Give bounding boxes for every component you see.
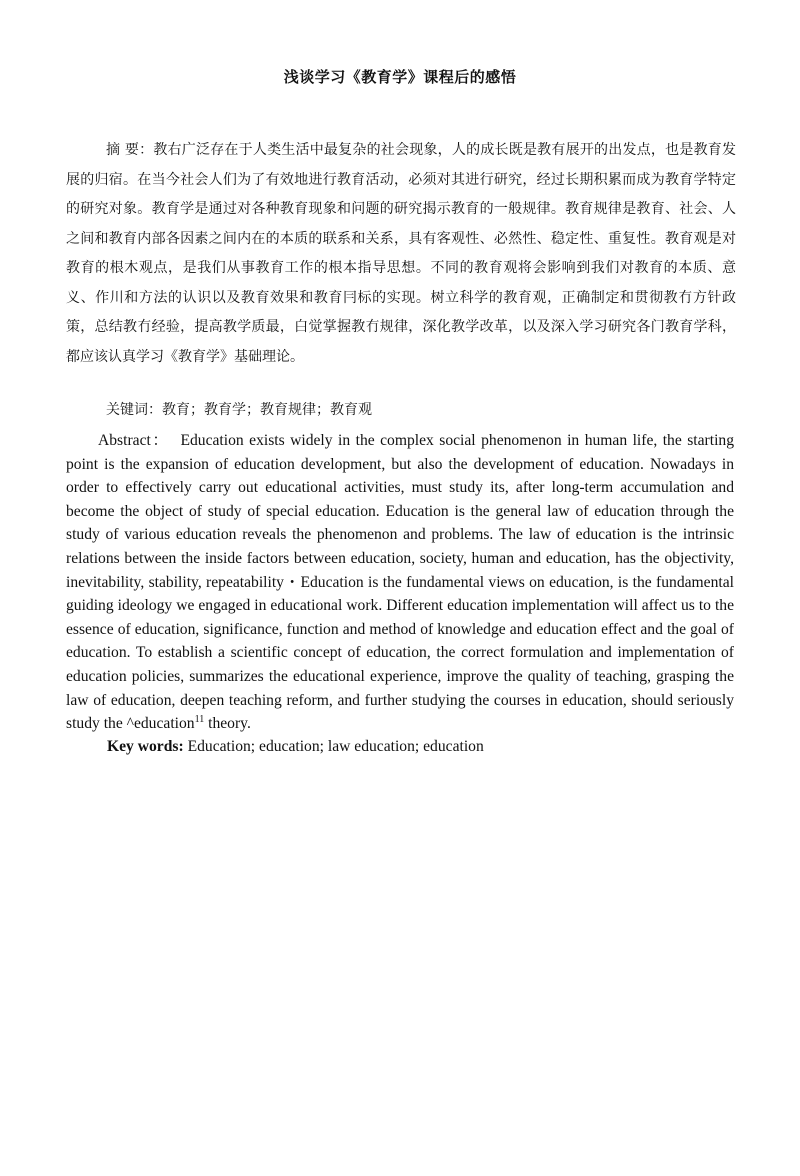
english-keywords bbox=[107, 736, 484, 758]
chinese-abstract-label: 摘 要： bbox=[106, 142, 154, 158]
english-abstract-tail: theory. bbox=[204, 715, 251, 733]
chinese-keywords bbox=[106, 399, 372, 421]
chinese-keywords-label: 关键词： bbox=[106, 402, 162, 418]
chinese-keywords-text: 教育；教育学；教育规律；教育观 bbox=[162, 402, 372, 418]
english-keywords-label: Key words: bbox=[107, 738, 184, 755]
page-title: 浅谈学习《教育学》课程后的感悟 bbox=[283, 68, 517, 86]
english-abstract bbox=[66, 429, 734, 736]
english-abstract-superscript: 11 bbox=[194, 713, 205, 725]
chinese-abstract-text: 教右广泛存在于人类生活中最复杂的社会现象，人的成长既是教有展开的出发点，也是教育发展的归宿。在当今社会人们为了有效地进行教育活动，必须对其进行研究，经过长期积累而成为教育学特定的研究对象。教育学是通过对各种教育现象和问题的研究揭示教育的一般规律。教育规律是教育、社会、人之间和教育内部各因素之间内在的本质的联系和关系，具有客观性、必然性、稳定性、重复性。教育观是对教育的根木观点，是我们从事教育工作的根本指导思想。不同的教育观将会影响到我们对教育的本质、意义、作川和方法的认识以及教育效果和教育冃标的实现。树立科学的教育观，正确制定和贯彻教冇方针政策，总结教冇经验，提高教学质最，白觉掌握教冇规律，深化教学改革，以及深入学习研究各门教育学科，都应该认真学习《教育学》基础理论。 bbox=[66, 142, 737, 365]
chinese-abstract bbox=[66, 136, 736, 372]
english-abstract-label: Abstract： bbox=[98, 432, 170, 449]
english-keywords-text: Education; education; law education; education bbox=[183, 738, 484, 755]
english-abstract-text: Education exists widely in the complex social phenomenon in human life, the starting point is the expansion of education development, but also the development of education. Nowadays in order to effectively carry out educational activities, must study its, after long-term accumulation and become the object of study of special education. Education is the general law of education through the study of various education reveals the phenomenon and problems. The law of education is the intrinsic relations between the inside factors between education, society, human and education, has the objectivity, inevitability, stability, repeatability・Education is the fundamental views on education, is the fundamental guiding ideology we engaged in educational work. Different education implementation will affect us to the essence of education, significance, function and method of knowledge and education effect and the goal of education. To establish a scientific concept of education, the correct formulation and implementation of education policies, summarizes the educational experience, improve the quality of teaching, grasping the law of education, deepen teaching reform, and further studying the courses in education, should seriously study the ^education bbox=[66, 432, 735, 733]
